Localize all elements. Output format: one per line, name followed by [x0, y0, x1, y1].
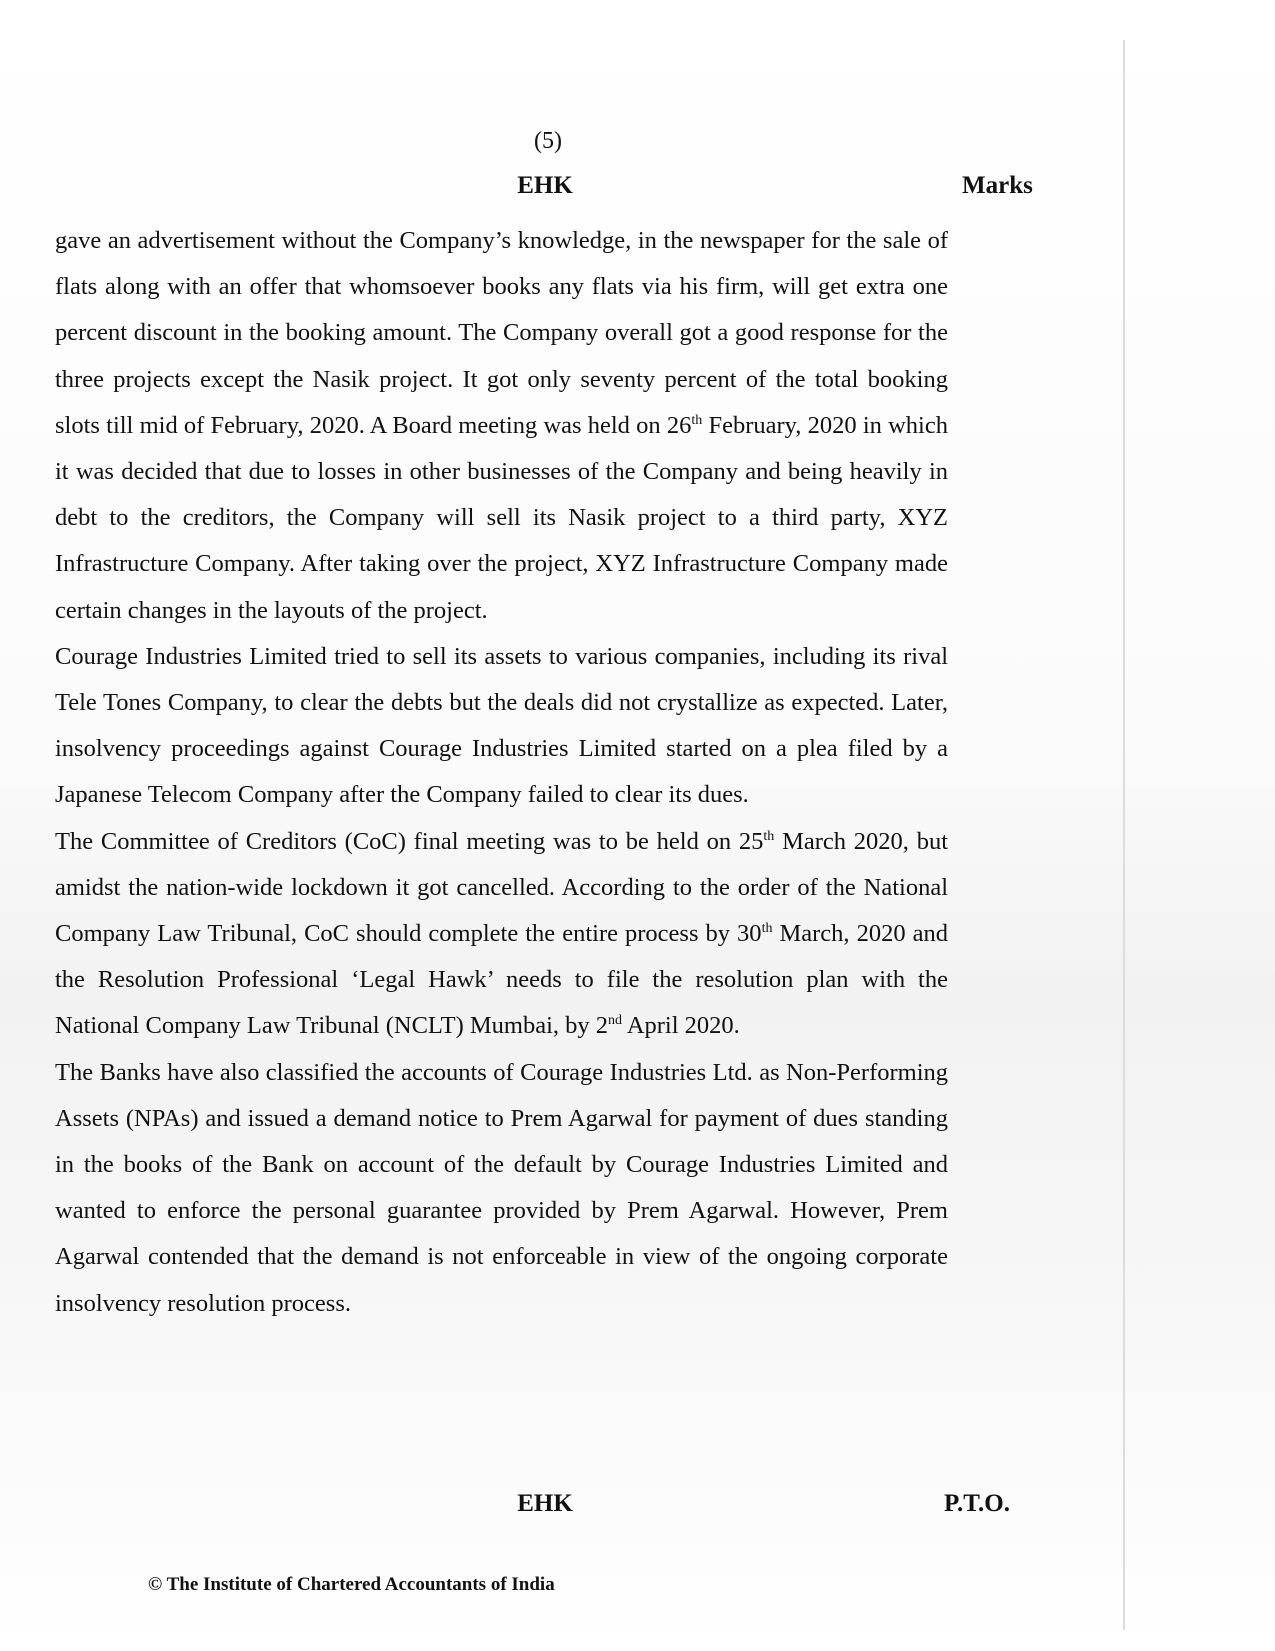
- ordinal-suffix: th: [691, 412, 703, 428]
- paragraph-1-text-cont: February, 2020 in which it was decided that due to losses in other businesses of the Company and being heavily in debt to the creditors, the Company will sell its Nasik project to a third party, XYZ Infrastructure Company. After taking over the project, XYZ Infrastructure Company made certain changes in the layouts of the project.: [55, 411, 948, 624]
- paragraph-3-text-4: April 2020.: [622, 1012, 740, 1040]
- ordinal-suffix: nd: [608, 1013, 623, 1029]
- page-number: (5): [534, 128, 562, 154]
- question-body: [55, 218, 948, 1327]
- paragraph-3-text-2: March 2020, but amidst the nation-wide lockdown it got cancelled. According to the order of the National Company Law Tribunal, CoC should complete the entire process by 30: [55, 827, 948, 948]
- paper-code-header: EHK: [517, 172, 573, 199]
- paper-code-footer: EHK: [517, 1490, 573, 1517]
- ordinal-suffix: th: [761, 920, 773, 936]
- paragraph-3-text-3: March, 2020 and the Resolution Professional ‘Legal Hawk’ needs to file the resolution plan with the National Company Law Tribunal (NCLT) Mumbai, by 2: [55, 920, 948, 1040]
- please-turn-over: P.T.O.: [944, 1490, 1010, 1517]
- paragraph-1-text: gave an advertisement without the Company’s knowledge, in the newspaper for the sale of flats along with an offer that whomsoever books any flats via his firm, will get extra one percent discount in the booking amount. The Company overall got a good response for the three projects except the Nasik project. It got only seventy percent of the total booking slots till mid of February, 2020. A Board meeting was held on 26: [55, 227, 948, 439]
- paragraph-1: [55, 218, 948, 634]
- copyright-notice: © The Institute of Chartered Accountants of India: [148, 1574, 555, 1595]
- paragraph-3-text-1: The Committee of Creditors (CoC) final meeting was to be held on 25: [55, 827, 764, 855]
- paragraph-4: The Banks have also classified the accounts of Courage Industries Ltd. as Non-Performing Assets (NPAs) and issued a demand notice to Prem Agarwal for payment of dues standing in the books of the Bank on account of the default by Courage Industries Limited and wanted to enforce the personal guarantee provided by Prem Agarwal. However, Prem Agarwal contended that the demand is not enforceable in view of the ongoing corporate insolvency resolution process.: [55, 1058, 948, 1317]
- page-edge-line: [1123, 40, 1125, 1630]
- paragraph-2: Courage Industries Limited tried to sell its assets to various companies, including its rival Tele Tones Company, to clear the debts but the deals did not crystallize as expected. Later, insolvency proceedings against Courage Industries Limited started on a plea filed by a Japanese Telecom Company after the Company failed to clear its dues.: [55, 642, 948, 809]
- marks-column-label: Marks: [962, 172, 1033, 199]
- ordinal-suffix: th: [763, 828, 775, 844]
- paragraph-3: [55, 819, 948, 1050]
